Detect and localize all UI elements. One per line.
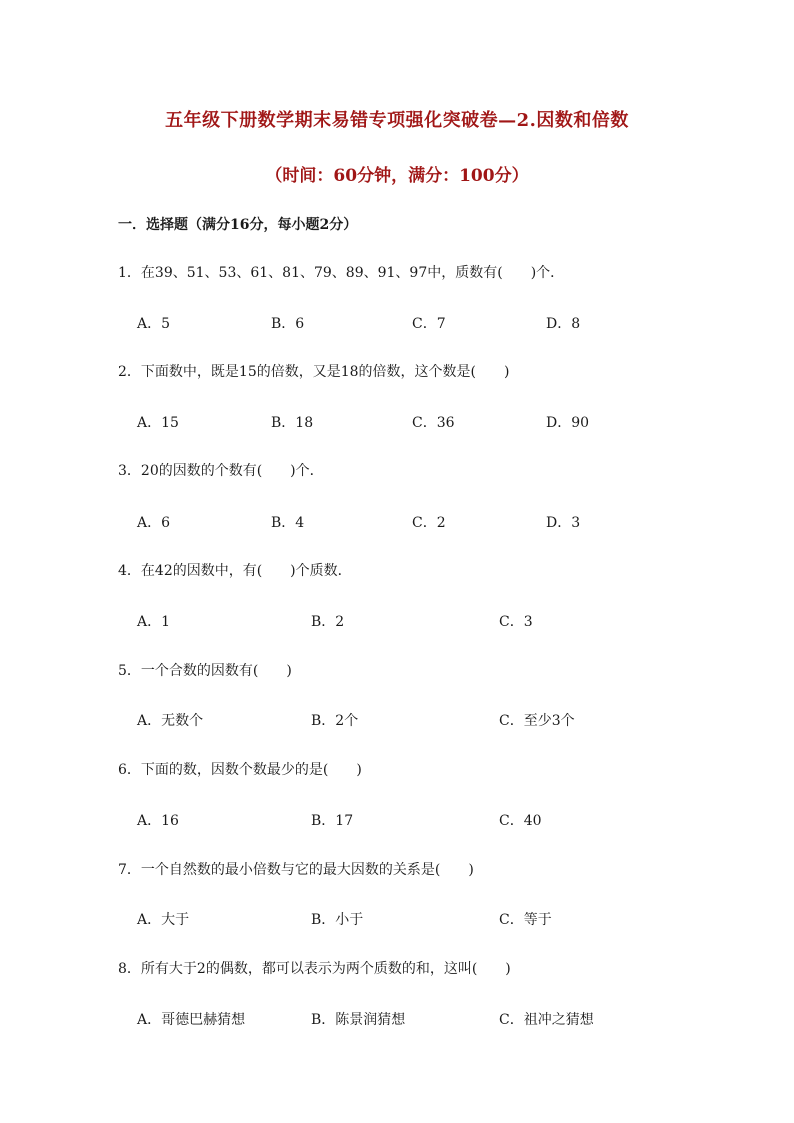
q6-option-a[interactable]: A．16 xyxy=(137,813,179,829)
q5-option-c[interactable]: C．至少3个 xyxy=(499,713,575,729)
q8-option-a[interactable]: A．哥德巴赫猜想 xyxy=(137,1012,246,1028)
question-4: 4．在42的因数中，有( )个质数． xyxy=(118,563,352,579)
q2-option-c[interactable]: C．36 xyxy=(412,415,455,431)
question-2: 2．下面数中，既是15的倍数，又是18的倍数，这个数是( ) xyxy=(118,364,510,380)
q7-option-a[interactable]: A．大于 xyxy=(137,912,190,928)
section-heading: 一．选择题（满分16分，每小题2分） xyxy=(118,217,358,233)
q1-option-a[interactable]: A．5 xyxy=(137,316,171,332)
q4-option-a[interactable]: A．1 xyxy=(137,614,171,630)
q4-option-b[interactable]: B．2 xyxy=(311,614,345,630)
question-7: 7．一个自然数的最小倍数与它的最大因数的关系是( ) xyxy=(118,862,474,878)
q3-option-a[interactable]: A．6 xyxy=(137,515,171,531)
page-title: 五年级下册数学期末易错专项强化突破卷—2.因数和倍数 xyxy=(165,110,629,131)
q1-option-c[interactable]: C．7 xyxy=(412,316,446,332)
q6-option-c[interactable]: C．40 xyxy=(499,813,542,829)
q6-option-b[interactable]: B．17 xyxy=(311,813,354,829)
q5-option-a[interactable]: A．无数个 xyxy=(137,713,204,729)
q3-option-d[interactable]: D．3 xyxy=(546,515,581,531)
q1-option-b[interactable]: B．6 xyxy=(271,316,305,332)
q7-option-b[interactable]: B．小于 xyxy=(311,912,364,928)
q5-option-b[interactable]: B．2个 xyxy=(311,713,359,729)
q8-option-b[interactable]: B．陈景润猜想 xyxy=(311,1012,406,1028)
exam-info: （时间：60分钟，满分：100分） xyxy=(265,166,529,186)
question-3: 3．20的因数的个数有( )个． xyxy=(118,463,324,479)
q4-option-c[interactable]: C．3 xyxy=(499,614,533,630)
q7-option-c[interactable]: C．等于 xyxy=(499,912,552,928)
question-5: 5．一个合数的因数有( ) xyxy=(118,663,292,679)
question-8: 8．所有大于2的偶数，都可以表示为两个质数的和，这叫( ) xyxy=(118,961,511,977)
question-1: 1．在39、51、53、61、81、79、89、91、97中，质数有( )个． xyxy=(118,265,565,281)
q2-option-a[interactable]: A．15 xyxy=(137,415,179,431)
q2-option-b[interactable]: B．18 xyxy=(271,415,314,431)
q3-option-c[interactable]: C．2 xyxy=(412,515,446,531)
q1-option-d[interactable]: D．8 xyxy=(546,316,581,332)
q2-option-d[interactable]: D．90 xyxy=(546,415,590,431)
question-6: 6．下面的数，因数个数最少的是( ) xyxy=(118,762,362,778)
q8-option-c[interactable]: C．祖冲之猜想 xyxy=(499,1012,594,1028)
q3-option-b[interactable]: B．4 xyxy=(271,515,305,531)
